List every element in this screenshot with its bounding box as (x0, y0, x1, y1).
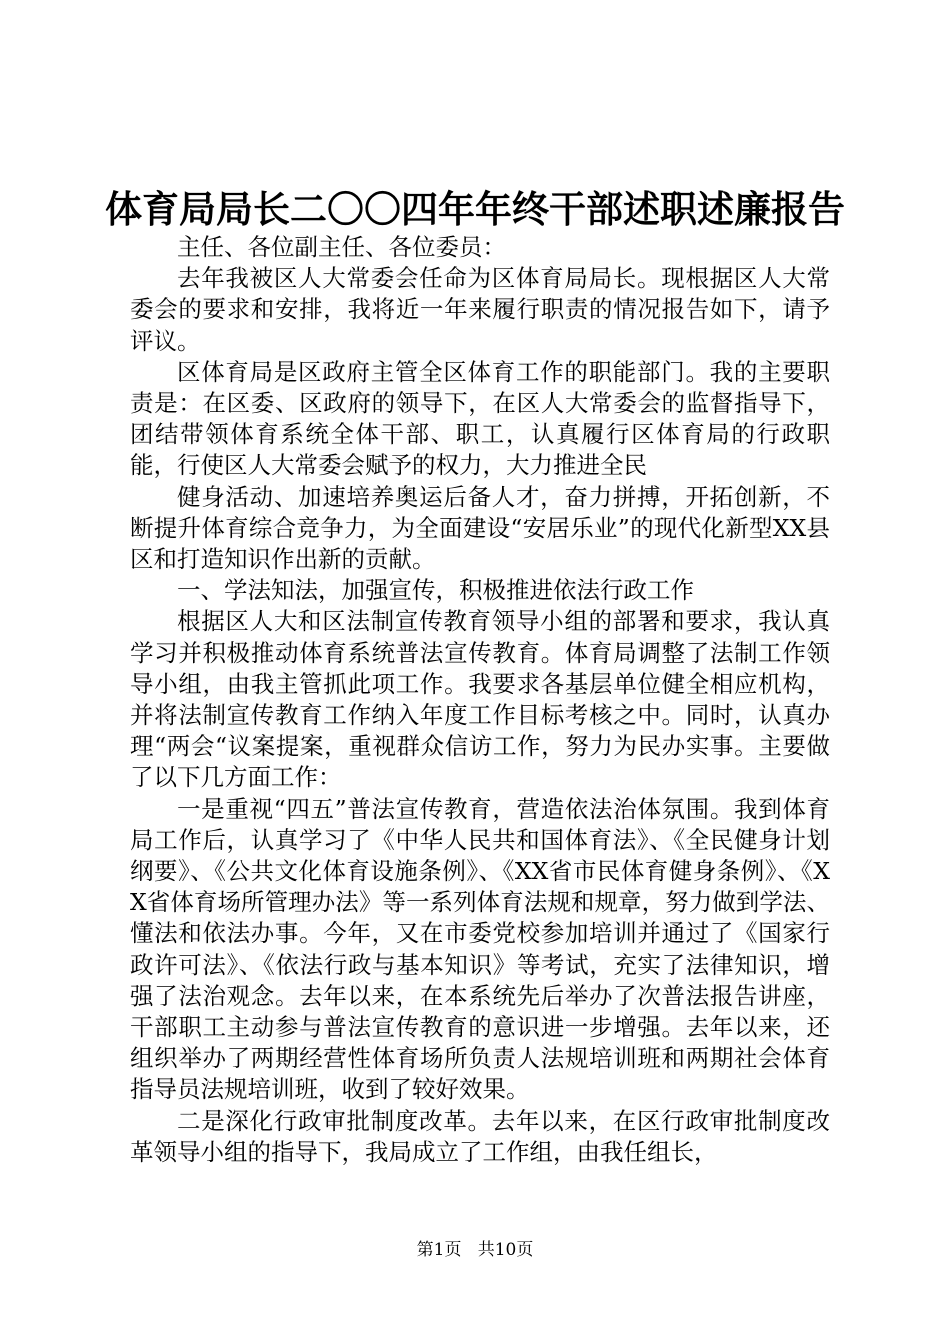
paragraph: 二是深化行政审批制度改革。去年以来，在区行政审批制度改革领导小组的指导下，我局成立了工作组，由我任组长， (130, 1106, 830, 1166)
page-footer (0, 1239, 950, 1261)
section-heading: 一、学法知法，加强宣传，积极推进依法行政工作 (177, 576, 694, 605)
paragraph: 一是重视“四五”普法宣传教育，营造依法治体氛围。我到体育局工作后，认真学习了《中华人民共和国体育法》、《全民健身计划纲要》、《公共文化体育设施条例》、《XX省市民体育健身条例》、《XX省体育场所管理办法》等一系列体育法规和规章，努力做到学法、懂法和依法办事。今年，又在市委党校参加培训并通过了《国家行政许可法》、《依法行政与基本知识》等考试，充实了法律知识，增强了法治观念。去年以来，在本系统先后举办了次普法报告讲座，干部职工主动参与普法宣传教育的意识进一步增强。去年以来，还组织举办了两期经营性体育场所负责人法规培训班和两期社会体育指导员法规培训班，收到了较好效果。 (130, 794, 830, 1104)
paragraph: 健身活动、加速培养奥运后备人才，奋力拼搏，开拓创新，不断提升体育综合竞争力，为全面建设“安居乐业”的现代化新型XX县区和打造知识作出新的贡献。 (130, 482, 830, 574)
paragraph: 根据区人大和区法制宣传教育领导小组的部署和要求，我认真学习并积极推动体育系统普法宣传教育。体育局调整了法制工作领导小组，由我主管抓此项工作。我要求各基层单位健全相应机构，并将法制宣传教育工作纳入年度工作目标考核之中。同时，认真办理“两会“议案提案，重视群众信访工作，努力为民办实事。主要做了以下几方面工作： (130, 607, 830, 792)
page-total: 共10页 (477, 1240, 534, 1260)
page-separator (467, 1240, 472, 1260)
document-body (130, 232, 830, 1168)
paragraph: 去年我被区人大常委会任命为区体育局局长。现根据区人大常委会的要求和安排，我将近一年来履行职责的情况报告如下，请予评议。 (130, 264, 830, 355)
page-number: 第1页 (416, 1240, 462, 1260)
paragraph: 区体育局是区政府主管全区体育工作的职能部门。我的主要职责是：在区委、区政府的领导下，在区人大常委会的监督指导下，团结带领体育系统全体干部、职工，认真履行区体育局的行政职能，行使区人大常委会赋予的权力，大力推进全民 (130, 357, 830, 480)
salutation: 主任、各位副主任、各位委员： (177, 233, 506, 261)
document-title: 体育局局长二〇〇四年年终干部述职述廉报告 (105, 187, 845, 231)
